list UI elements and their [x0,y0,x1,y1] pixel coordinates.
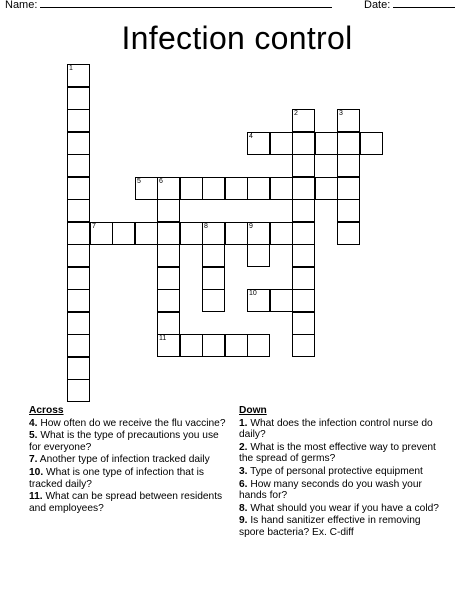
grid-cell[interactable] [292,177,315,200]
clue-number: 3 [339,110,343,117]
grid-cell[interactable] [247,244,270,267]
grid-cell[interactable] [292,267,315,290]
grid-cell[interactable] [135,222,158,245]
grid-cell[interactable] [337,109,360,132]
grid-cell[interactable] [247,222,270,245]
clue-number: 5 [137,178,141,185]
grid-cell[interactable] [292,132,315,155]
grid-cell[interactable] [67,64,90,87]
clue-number: 1 [69,65,73,72]
down-clue-text: What is the most effective way to prevent the spread of germs? [239,441,436,465]
grid-cell[interactable] [292,289,315,312]
grid-cell[interactable] [247,289,270,312]
grid-cell[interactable] [180,334,203,357]
grid-cell[interactable] [180,222,203,245]
grid-cell[interactable] [135,177,158,200]
grid-cell[interactable] [67,199,90,222]
grid-cell[interactable] [337,222,360,245]
grid-cell[interactable] [247,177,270,200]
grid-cell[interactable] [292,199,315,222]
clue-number: 7 [92,223,96,230]
down-clue-number: 9. [239,515,248,527]
down-clue-text: What should you wear if you have a cold? [247,502,439,514]
grid-cell[interactable] [315,132,338,155]
down-clue [239,418,439,441]
name-label: Name: [5,0,38,11]
grid-cell[interactable] [225,334,248,357]
down-clue-text: How many seconds do you wash your hands for? [239,478,422,502]
grid-cell[interactable] [112,222,135,245]
across-clue [29,430,229,453]
grid-cell[interactable] [157,334,180,357]
grid-cell[interactable] [360,132,383,155]
grid-cell[interactable] [337,199,360,222]
grid-cell[interactable] [67,267,90,290]
grid-cell[interactable] [157,177,180,200]
across-clue-number: 7. [29,454,38,466]
grid-cell[interactable] [157,267,180,290]
grid-cell[interactable] [202,222,225,245]
across-clue-number: 4. [29,417,38,429]
down-clue-number: 3. [239,465,248,477]
clue-number: 10 [249,290,257,297]
grid-cell[interactable] [67,154,90,177]
page-title: Infection control [121,20,353,56]
grid-cell[interactable] [225,177,248,200]
grid-cell[interactable] [67,87,90,110]
grid-cell[interactable] [90,222,113,245]
grid-cell[interactable] [67,222,90,245]
grid-cell[interactable] [202,289,225,312]
down-clue-text: What does the infection control nurse do daily? [239,417,433,441]
down-clue-text: Type of personal protective equipment [247,465,423,477]
across-clue [29,418,229,430]
down-clue [239,442,439,465]
grid-cell[interactable] [157,199,180,222]
down-clue-number: 8. [239,502,248,514]
across-clue-text: What is one type of infection that is tracked daily? [29,466,204,490]
down-clue-number: 6. [239,478,248,490]
across-clue-text: What is the type of precautions you use for everyone? [29,430,219,453]
grid-cell[interactable] [157,244,180,267]
down-clue-number: 1. [239,417,248,429]
grid-cell[interactable] [270,289,293,312]
grid-cell[interactable] [202,267,225,290]
grid-cell[interactable] [270,132,293,155]
across-heading: Across [29,405,64,416]
grid-cell[interactable] [247,132,270,155]
grid-cell[interactable] [225,222,248,245]
down-clue [239,515,439,538]
grid-cell[interactable] [315,177,338,200]
grid-cell[interactable] [292,334,315,357]
grid-cell[interactable] [292,244,315,267]
grid-cell[interactable] [67,334,90,357]
across-clue-text: Another type of infection tracked daily [37,454,210,466]
clue-number: 9 [249,223,253,230]
across-clues [29,405,229,515]
across-clue [29,454,229,466]
clue-number: 6 [159,178,163,185]
grid-cell[interactable] [67,177,90,200]
down-clue [239,503,439,515]
grid-cell[interactable] [292,312,315,335]
grid-cell[interactable] [247,334,270,357]
down-heading: Down [239,405,267,416]
across-clue [29,467,229,490]
grid-cell[interactable] [67,357,90,380]
across-clue [29,491,229,514]
date-label: Date: [364,0,391,11]
grid-cell[interactable] [202,177,225,200]
grid-cell[interactable] [337,132,360,155]
grid-cell[interactable] [202,334,225,357]
grid-cell[interactable] [292,222,315,245]
grid-cell[interactable] [292,109,315,132]
clue-number: 8 [204,223,208,230]
grid-cell[interactable] [67,379,90,402]
down-clue [239,466,439,478]
clue-number: 11 [159,335,167,342]
grid-cell[interactable] [67,312,90,335]
across-clue-text: How often do we receive the flu vaccine? [37,417,226,429]
grid-cell[interactable] [67,289,90,312]
grid-cell[interactable] [157,222,180,245]
grid-cell[interactable] [67,132,90,155]
down-clue [239,479,439,502]
clue-number: 2 [294,110,298,117]
across-clue-number: 10. [29,466,44,478]
grid-cell[interactable] [270,177,293,200]
down-clue-number: 2. [239,441,248,453]
grid-cell[interactable] [292,154,315,177]
grid-cell[interactable] [67,109,90,132]
grid-cell[interactable] [157,312,180,335]
across-clue-number: 5. [29,430,38,442]
across-clue-text: What can be spread between residents and employees? [29,491,223,514]
down-clues [239,405,439,540]
grid-cell[interactable] [337,177,360,200]
grid-cell[interactable] [157,289,180,312]
grid-cell[interactable] [270,222,293,245]
grid-cell[interactable] [180,177,203,200]
grid-cell[interactable] [67,244,90,267]
grid-cell[interactable] [202,244,225,267]
grid-cell[interactable] [337,154,360,177]
down-clue-text: Is hand sanitizer effective in removing spore bacteria? Ex. C-diff [239,515,421,538]
across-clue-number: 11. [29,491,43,503]
clue-number: 4 [249,133,253,140]
